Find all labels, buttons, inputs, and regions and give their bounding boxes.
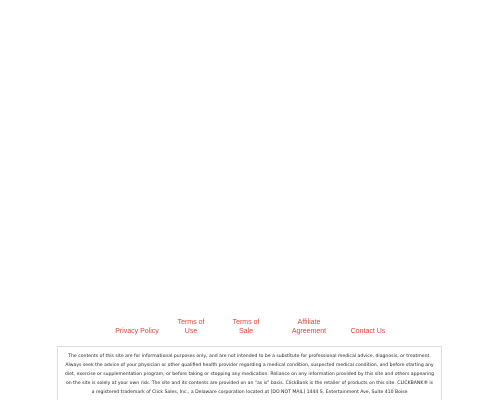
affiliate-agreement-link[interactable]: Affiliate Agreement xyxy=(291,319,327,335)
disclaimer-text: The contents of this site are for informational purposes only, and are not intended to be a substitute for professional medical advice, diagnosis, or treatment. Always seek the advice of your physician or other qualified health provider regarding a medical condition, suspected medical condition, and before starting any diet, exercise or supplementation program, or before taking or stopping any medication. Reliance on any information provided by this site and others appearing on the site is solely at your own risk. The site and its contents are provided on an "as is" basis. ClickBank is the retailer of products on this site. CLICKBANK® is a registered trademark of Click Sales, Inc., a Delaware corporation located at [DO NOT MAIL] 1444 S. Entertainment Ave, Suite 410 Boise xyxy=(64,354,435,395)
disclaimer-box xyxy=(57,346,442,400)
terms-of-use-link[interactable]: Terms of Use xyxy=(177,319,205,335)
terms-of-sale-link[interactable]: Terms of Sale xyxy=(232,319,260,335)
privacy-policy-link[interactable]: Privacy Policy xyxy=(115,328,159,335)
footer-links xyxy=(0,318,500,338)
contact-us-link[interactable]: Contact Us xyxy=(350,328,386,335)
